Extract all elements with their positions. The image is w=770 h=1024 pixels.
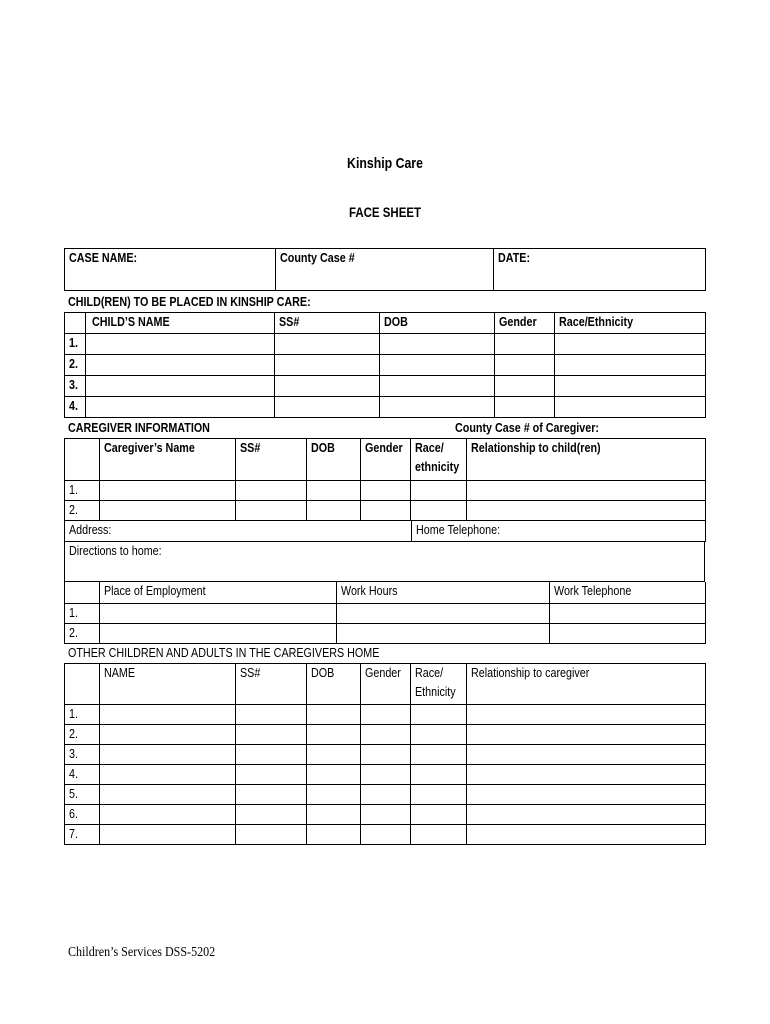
row-number: 1.	[69, 707, 78, 721]
employment-header-row	[65, 582, 706, 603]
other-ss-cell[interactable]	[236, 785, 307, 805]
row-number: 4.	[69, 399, 78, 413]
other-gender-cell[interactable]	[361, 785, 411, 805]
other-gender-cell[interactable]	[361, 825, 411, 845]
col-dob: DOB	[311, 441, 335, 455]
child-name-cell[interactable]	[86, 397, 275, 418]
other-race-cell[interactable]	[411, 745, 467, 765]
other-name-cell[interactable]	[100, 745, 236, 765]
table-row	[65, 334, 706, 355]
other-gender-cell[interactable]	[361, 805, 411, 825]
child-gender-cell[interactable]	[495, 397, 555, 418]
case-header-table	[64, 248, 705, 291]
case-name-field[interactable]	[65, 249, 276, 291]
other-ss-cell[interactable]	[236, 725, 307, 745]
other-ss-cell[interactable]	[236, 705, 307, 725]
caregiver-section	[64, 419, 705, 644]
caregiver-table	[64, 438, 706, 521]
other-ss-cell[interactable]	[236, 825, 307, 845]
col-ss: SS#	[240, 441, 261, 455]
other-dob-cell[interactable]	[307, 745, 361, 765]
others-section	[64, 644, 705, 845]
employment-hours-cell[interactable]	[337, 603, 550, 623]
address-table	[64, 521, 706, 542]
row-number: 1.	[69, 483, 78, 497]
row-number: 1.	[69, 605, 78, 620]
other-dob-cell[interactable]	[307, 765, 361, 785]
document-subtitle: FACE SHEET	[348, 204, 422, 220]
caregiver-relationship-cell[interactable]	[467, 481, 706, 501]
other-dob-cell[interactable]	[307, 805, 361, 825]
child-gender-cell[interactable]	[495, 334, 555, 355]
row-number: 2.	[69, 357, 78, 371]
caregiver-name-cell[interactable]	[100, 481, 236, 501]
child-ss-cell[interactable]	[275, 355, 380, 376]
other-relationship-cell[interactable]	[467, 725, 706, 745]
row-number: 2.	[69, 503, 78, 517]
caregiver-ss-cell[interactable]	[236, 501, 307, 521]
employment-table	[64, 582, 706, 644]
col-work-hours: Work Hours	[341, 584, 398, 598]
col-ethnicity: ethnicity	[415, 460, 460, 474]
child-race-cell[interactable]	[555, 355, 706, 376]
other-relationship-cell[interactable]	[467, 785, 706, 805]
caregiver-heading-row	[64, 419, 705, 438]
other-relationship-cell[interactable]	[467, 765, 706, 785]
col-race: Race/	[415, 666, 444, 680]
row-number: 1.	[69, 336, 78, 350]
col-race-ethnicity: Race/Ethnicity	[559, 315, 634, 329]
table-row	[65, 785, 706, 805]
child-name-cell[interactable]	[86, 376, 275, 397]
child-ss-cell[interactable]	[275, 397, 380, 418]
directions-label: Directions to home:	[69, 543, 162, 558]
child-ss-cell[interactable]	[275, 376, 380, 397]
row-number: 7.	[69, 827, 78, 841]
other-race-cell[interactable]	[411, 825, 467, 845]
employment-place-cell[interactable]	[100, 623, 337, 643]
row-number: 3.	[69, 378, 78, 392]
other-name-cell[interactable]	[100, 805, 236, 825]
child-ss-cell[interactable]	[275, 334, 380, 355]
other-ss-cell[interactable]	[236, 805, 307, 825]
date-field[interactable]	[494, 249, 706, 291]
child-race-cell[interactable]	[555, 376, 706, 397]
col-place-of-employment: Place of Employment	[104, 584, 206, 598]
county-case-label: County Case #	[280, 251, 355, 265]
child-gender-cell[interactable]	[495, 355, 555, 376]
other-name-cell[interactable]	[100, 785, 236, 805]
county-case-field[interactable]	[276, 249, 494, 291]
table-row	[65, 376, 706, 397]
col-gender: Gender	[365, 441, 403, 455]
row-number: 5.	[69, 787, 78, 801]
children-header-row	[65, 313, 706, 334]
employment-hours-cell[interactable]	[337, 623, 550, 643]
col-dob: DOB	[311, 666, 335, 680]
row-number: 4.	[69, 767, 78, 781]
table-row	[65, 397, 706, 418]
employment-telephone-cell[interactable]	[550, 603, 706, 623]
col-relationship: Relationship to child(ren)	[471, 441, 601, 455]
table-row	[65, 603, 706, 623]
caregiver-race-cell[interactable]	[411, 501, 467, 521]
other-relationship-cell[interactable]	[467, 705, 706, 725]
address-label: Address:	[69, 523, 112, 537]
child-name-cell[interactable]	[86, 355, 275, 376]
child-dob-cell[interactable]	[380, 334, 495, 355]
other-gender-cell[interactable]	[361, 765, 411, 785]
col-childs-name: CHILD’S NAME	[92, 315, 170, 329]
caregiver-gender-cell[interactable]	[361, 481, 411, 501]
other-relationship-cell[interactable]	[467, 825, 706, 845]
directions-field[interactable]	[65, 542, 705, 582]
caregiver-dob-cell[interactable]	[307, 501, 361, 521]
other-race-cell[interactable]	[411, 765, 467, 785]
col-race: Race/	[415, 441, 444, 455]
other-relationship-cell[interactable]	[467, 805, 706, 825]
caregiver-name-cell[interactable]	[100, 501, 236, 521]
children-heading: CHILD(REN) TO BE PLACED IN KINSHIP CARE:	[68, 295, 311, 309]
child-race-cell[interactable]	[555, 397, 706, 418]
caregiver-heading: CAREGIVER INFORMATION	[68, 421, 210, 435]
table-row	[65, 805, 706, 825]
other-gender-cell[interactable]	[361, 745, 411, 765]
row-number: 3.	[69, 747, 78, 761]
table-row	[65, 355, 706, 376]
child-race-cell[interactable]	[555, 334, 706, 355]
other-relationship-cell[interactable]	[467, 745, 706, 765]
col-ethnicity: Ethnicity	[415, 685, 456, 699]
col-ss: SS#	[279, 315, 300, 329]
child-dob-cell[interactable]	[380, 397, 495, 418]
others-heading-row	[64, 644, 705, 663]
table-row	[65, 825, 706, 845]
table-row	[65, 705, 706, 725]
form-footer: Children’s Services DSS-5202	[68, 945, 216, 960]
others-header-row	[65, 664, 706, 705]
case-name-label: CASE NAME:	[69, 251, 138, 265]
caregiver-county-case-label: County Case # of Caregiver:	[455, 421, 599, 435]
other-dob-cell[interactable]	[307, 705, 361, 725]
other-race-cell[interactable]	[411, 705, 467, 725]
other-name-cell[interactable]	[100, 765, 236, 785]
table-row	[65, 623, 706, 643]
col-relationship: Relationship to caregiver	[471, 666, 590, 680]
other-ss-cell[interactable]	[236, 745, 307, 765]
col-dob: DOB	[384, 315, 408, 329]
caregiver-relationship-cell[interactable]	[467, 501, 706, 521]
others-table	[64, 663, 706, 845]
other-name-cell[interactable]	[100, 725, 236, 745]
other-gender-cell[interactable]	[361, 705, 411, 725]
directions-table	[64, 542, 705, 583]
table-row	[65, 481, 706, 501]
col-ss: SS#	[240, 666, 261, 680]
child-dob-cell[interactable]	[380, 355, 495, 376]
caregiver-dob-cell[interactable]	[307, 481, 361, 501]
children-table	[64, 312, 706, 418]
other-dob-cell[interactable]	[307, 725, 361, 745]
other-dob-cell[interactable]	[307, 785, 361, 805]
home-telephone-field[interactable]	[412, 521, 706, 541]
caregiver-header-row	[65, 439, 706, 481]
col-name: NAME	[104, 666, 136, 680]
other-race-cell[interactable]	[411, 805, 467, 825]
table-row	[65, 501, 706, 521]
child-dob-cell[interactable]	[380, 376, 495, 397]
others-heading: OTHER CHILDREN AND ADULTS IN THE CAREGIVERS HOME	[68, 646, 380, 660]
other-dob-cell[interactable]	[307, 825, 361, 845]
caregiver-race-cell[interactable]	[411, 481, 467, 501]
home-telephone-label: Home Telephone:	[416, 523, 501, 537]
col-gender: Gender	[499, 315, 537, 329]
employment-place-cell[interactable]	[100, 603, 337, 623]
address-field[interactable]	[65, 521, 412, 541]
table-row	[65, 765, 706, 785]
other-name-cell[interactable]	[100, 705, 236, 725]
row-number: 6.	[69, 807, 78, 821]
row-number: 2.	[69, 625, 78, 640]
other-gender-cell[interactable]	[361, 725, 411, 745]
table-row	[65, 725, 706, 745]
table-row	[65, 745, 706, 765]
child-name-cell[interactable]	[86, 334, 275, 355]
employment-telephone-cell[interactable]	[550, 623, 706, 643]
row-number: 2.	[69, 727, 78, 741]
other-ss-cell[interactable]	[236, 765, 307, 785]
caregiver-gender-cell[interactable]	[361, 501, 411, 521]
col-work-telephone: Work Telephone	[554, 584, 632, 598]
other-race-cell[interactable]	[411, 725, 467, 745]
caregiver-ss-cell[interactable]	[236, 481, 307, 501]
child-gender-cell[interactable]	[495, 376, 555, 397]
other-race-cell[interactable]	[411, 785, 467, 805]
children-section	[64, 293, 705, 418]
col-caregiver-name: Caregiver’s Name	[104, 441, 195, 455]
document-title: Kinship Care	[347, 155, 423, 172]
date-label: DATE:	[498, 251, 531, 265]
col-gender: Gender	[365, 666, 401, 680]
other-name-cell[interactable]	[100, 825, 236, 845]
